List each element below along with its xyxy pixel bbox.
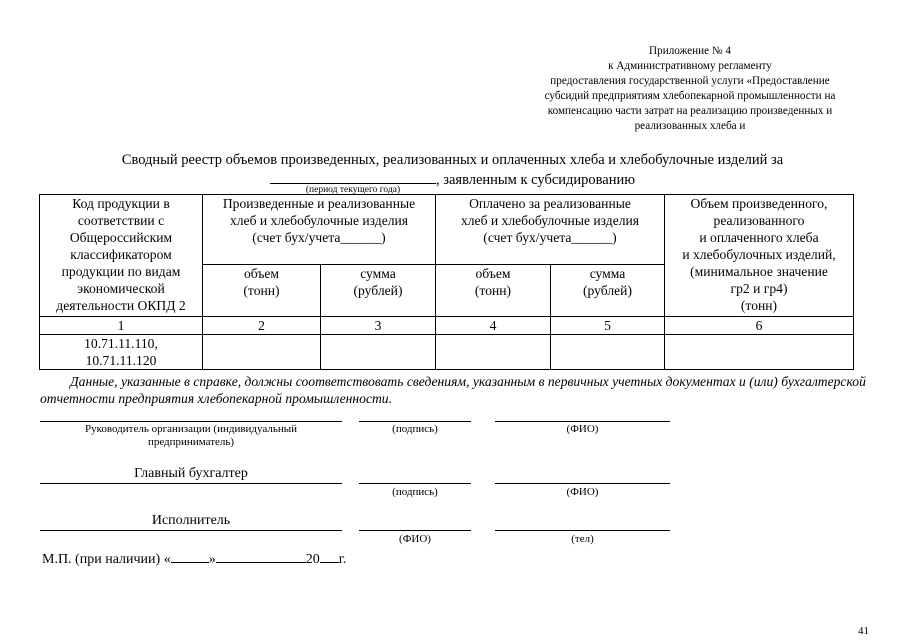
appendix-line: реализованных хлеба и <box>634 120 746 132</box>
fio-caption: (ФИО) <box>399 533 431 545</box>
produced-volume-cell[interactable] <box>203 335 321 370</box>
fio-caption: (ФИО) <box>566 423 599 435</box>
appendix-line: субсидий предприятиям хлебопекарной промышленности на <box>544 90 836 102</box>
paid-sum-cell[interactable] <box>551 335 665 370</box>
title-suffix: , заявленным к субсидированию <box>436 172 636 188</box>
executor-label: Исполнитель <box>151 513 231 528</box>
appendix-line: к Административному регламенту <box>608 60 772 72</box>
header-volume-tons: объем (тонн) <box>203 265 321 317</box>
date-month-field[interactable] <box>216 550 306 563</box>
head-signature-field[interactable] <box>359 421 471 422</box>
date-year-field[interactable] <box>320 550 339 563</box>
total-volume-cell[interactable] <box>665 335 854 370</box>
column-number: 3 <box>321 317 436 335</box>
fio-caption: (ФИО) <box>566 486 599 498</box>
header-volume-tons: объем (тонн) <box>436 265 551 317</box>
date-day-field[interactable] <box>171 550 209 563</box>
executor-phone-field[interactable] <box>495 530 670 531</box>
chief-accountant-label: Главный бухгалтер <box>134 466 248 481</box>
appendix-line: предоставления государственной услуги «Предоставление <box>550 75 830 87</box>
signature-caption: (подпись) <box>392 423 438 435</box>
registry-table <box>39 194 854 370</box>
accountant-signature-field[interactable] <box>359 483 471 484</box>
header-produced-sold: Произведенные и реализованные хлеб и хлебобулочные изделия (счет бух/учета______) <box>203 195 436 265</box>
appendix-header <box>520 44 860 134</box>
data-note: Данные, указанные в справке, должны соответствовать сведениям, указанным в первичных учетных документах и (или) бухгалтерской отчетности предприятия хлебопекарной промышленности. <box>40 374 866 406</box>
appendix-line: Приложение № 4 <box>649 45 731 57</box>
accountant-role-line <box>40 483 342 484</box>
column-number: 4 <box>436 317 551 335</box>
header-paid: Оплачено за реализованные хлеб и хлебобулочные изделия (счет бух/учета______) <box>436 195 665 265</box>
head-role-label: Руководитель организации (индивидуальный предприниматель) <box>84 423 298 448</box>
page-number: 41 <box>858 625 869 637</box>
phone-caption: (тел) <box>571 533 594 545</box>
header-okpd-code: Код продукции в соответствии с Общероссийским классификатором продукции по видам экономической деятельности ОКПД 2 <box>40 195 203 317</box>
stamp-date-line: М.П. (при наличии) « » 20 г. <box>42 552 347 567</box>
executor-fio-field[interactable] <box>359 530 471 531</box>
header-sum-rubles: сумма (рублей) <box>321 265 436 317</box>
product-code-cell: 10.71.11.110, 10.71.11.120 <box>40 335 203 370</box>
head-fio-field[interactable] <box>495 421 670 422</box>
document-title: Сводный реестр объемов произведенных, реализованных и оплаченных хлеба и хлебобулочные изделий за <box>121 152 784 168</box>
header-sum-rubles: сумма (рублей) <box>551 265 665 317</box>
column-number: 6 <box>665 317 854 335</box>
executor-role-line <box>40 530 342 531</box>
accountant-fio-field[interactable] <box>495 483 670 484</box>
paid-volume-cell[interactable] <box>436 335 551 370</box>
signature-caption: (подпись) <box>392 486 438 498</box>
period-caption: (период текущего года) <box>305 185 401 195</box>
appendix-line: компенсацию части затрат на реализацию произведенных и <box>547 105 833 117</box>
column-number: 1 <box>40 317 203 335</box>
column-number: 5 <box>551 317 665 335</box>
head-signature-line <box>40 421 342 422</box>
period-blank[interactable] <box>270 171 436 184</box>
produced-sum-cell[interactable] <box>321 335 436 370</box>
header-total-volume: Объем произведенного, реализованного и оплаченного хлеба и хлебобулочных изделий, (минимальное значение гр2 и гр4) (тонн) <box>665 195 854 317</box>
column-number: 2 <box>203 317 321 335</box>
